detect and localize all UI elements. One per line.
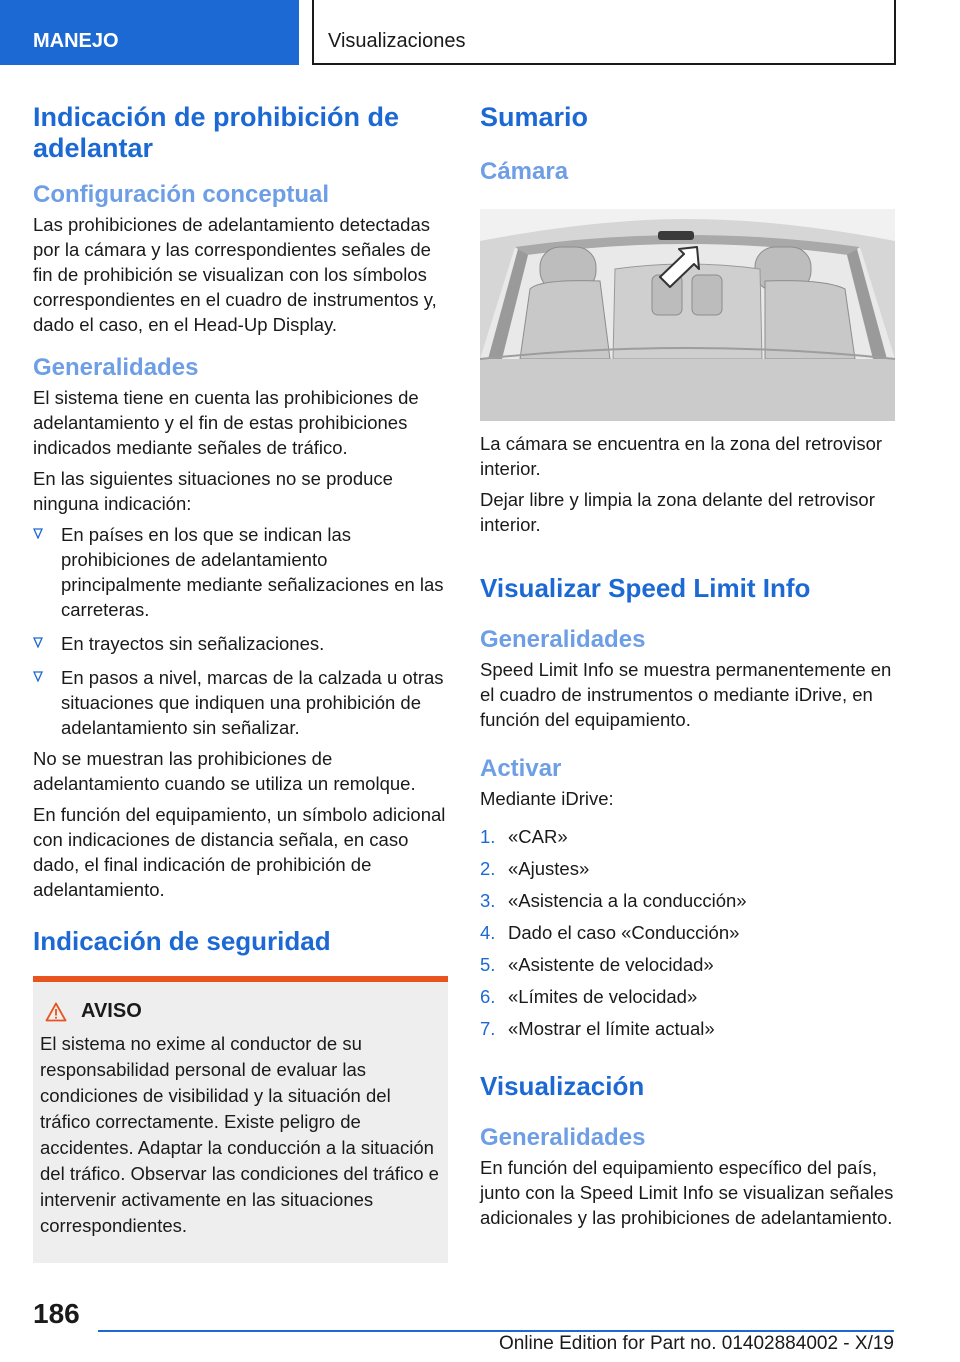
camera-heading: Cámara xyxy=(480,158,569,185)
section-label: Visualizaciones xyxy=(328,30,466,52)
list-item xyxy=(33,631,448,656)
footer-rule xyxy=(98,1330,894,1332)
left-column xyxy=(33,102,448,1263)
footer-edition: Online Edition for Part no. 01402884002 - X/19 xyxy=(498,1333,894,1354)
display-general-heading: Generalidades xyxy=(480,1124,646,1151)
step-text: «Mostrar el límite actual» xyxy=(508,1018,715,1039)
warning-text: El sistema no exime al conductor de su responsabilidad personal de evaluar las condiciones de visibilidad y la situación del tráfico correctamente. Existe peligro de accidentes. Adaptar la conducción a la situación del tráfico. Observar las condiciones del tráfico e intervenir activamente en las situaciones correspondientes. xyxy=(40,1033,439,1236)
camera-text: Dejar libre y limpia la zona delante del retrovisor interior. xyxy=(480,489,875,535)
general-text: En las siguientes situaciones no se produce ninguna indicación: xyxy=(33,468,393,514)
triangle-bullet-icon xyxy=(33,637,43,648)
general-text: Speed Limit Info se muestra permanentemente en el cuadro de instrumentos o mediante iDrive, en función del equipamiento. xyxy=(480,659,892,730)
triangle-bullet-icon xyxy=(33,528,43,539)
speed-limit-title: Visualizar Speed Limit Info xyxy=(480,573,811,603)
step-number: 6. xyxy=(480,986,496,1007)
general-text: En función del equipamiento, un símbolo adicional con indicaciones de distancia señala, en caso dado, el final indicación de prohibición de adelantamiento. xyxy=(33,804,446,900)
step-text: «Ajustes» xyxy=(508,858,590,879)
safety-heading: Indicación de seguridad xyxy=(33,926,331,956)
step-item xyxy=(480,920,895,945)
step-item xyxy=(480,1016,895,1041)
step-number: 3. xyxy=(480,890,496,911)
step-item xyxy=(480,824,895,849)
page-number: 186 xyxy=(33,1298,80,1329)
general-text: El sistema tiene en cuenta las prohibiciones de adelantamiento y el fin de estas prohibiciones indicados mediante señales de tráfico. xyxy=(33,387,419,458)
step-number: 2. xyxy=(480,858,496,879)
warning-box xyxy=(33,982,448,1263)
step-number: 4. xyxy=(480,922,496,943)
general-text: No se muestran las prohibiciones de adelantamiento cuando se utiliza un remolque. xyxy=(33,748,416,794)
chapter-tab[interactable] xyxy=(0,0,299,65)
list-item-text: En países en los que se indican las prohibiciones de adelantamiento principalmente mediante señalizaciones en las carreteras. xyxy=(61,524,444,620)
step-number: 1. xyxy=(480,826,496,847)
warning-header xyxy=(40,1000,441,1023)
summary-title: Sumario xyxy=(480,102,589,132)
section-title: Indicación de prohibición de adelantar xyxy=(33,102,400,163)
camera-text: La cámara se encuentra en la zona del retrovisor interior. xyxy=(480,433,883,479)
step-text: «Asistente de velocidad» xyxy=(508,954,714,975)
warning-triangle-icon xyxy=(45,1002,67,1022)
step-text: Dado el caso «Conducción» xyxy=(508,922,740,943)
step-item xyxy=(480,952,895,977)
step-item xyxy=(480,856,895,881)
concept-text: Las prohibiciones de adelantamiento detectadas por la cámara y las correspondientes señales de fin de prohibición se visualizan con los símbolos correspondientes en el cuadro de instrumentos y, dado el caso, en el Head-Up Display. xyxy=(33,214,437,335)
step-text: «Asistencia a la conducción» xyxy=(508,890,747,911)
triangle-bullet-icon xyxy=(33,671,43,682)
steps-list xyxy=(480,824,895,1041)
list-item xyxy=(33,665,448,740)
right-column xyxy=(480,102,895,1230)
step-number: 5. xyxy=(480,954,496,975)
list-item-text: En trayectos sin señalizaciones. xyxy=(61,633,325,654)
warning-block xyxy=(33,976,448,1263)
camera-location-photo xyxy=(480,209,895,421)
step-number: 7. xyxy=(480,1018,496,1039)
step-item xyxy=(480,888,895,913)
list-item-text: En pasos a nivel, marcas de la calzada u otras situaciones que indiquen una prohibición de adelantamiento sin señalizar. xyxy=(61,667,444,738)
display-title: Visualización xyxy=(480,1071,645,1101)
concept-heading: Configuración conceptual xyxy=(33,181,330,208)
step-item xyxy=(480,984,895,1009)
general-heading: Generalidades xyxy=(480,626,646,653)
activate-text: Mediante iDrive: xyxy=(480,788,614,809)
activate-heading: Activar xyxy=(480,755,562,782)
display-text: En función del equipamiento específico del país, junto con la Speed Limit Info se visualizan señales adicionales y las prohibiciones de adelantamiento. xyxy=(480,1157,894,1228)
warning-title: AVISO xyxy=(81,1000,142,1022)
chapter-label: MANEJO xyxy=(33,30,119,52)
section-header xyxy=(312,0,896,65)
list-item xyxy=(33,522,448,622)
general-heading: Generalidades xyxy=(33,354,199,381)
step-text: «Límites de velocidad» xyxy=(508,986,698,1007)
step-text: «CAR» xyxy=(508,826,568,847)
